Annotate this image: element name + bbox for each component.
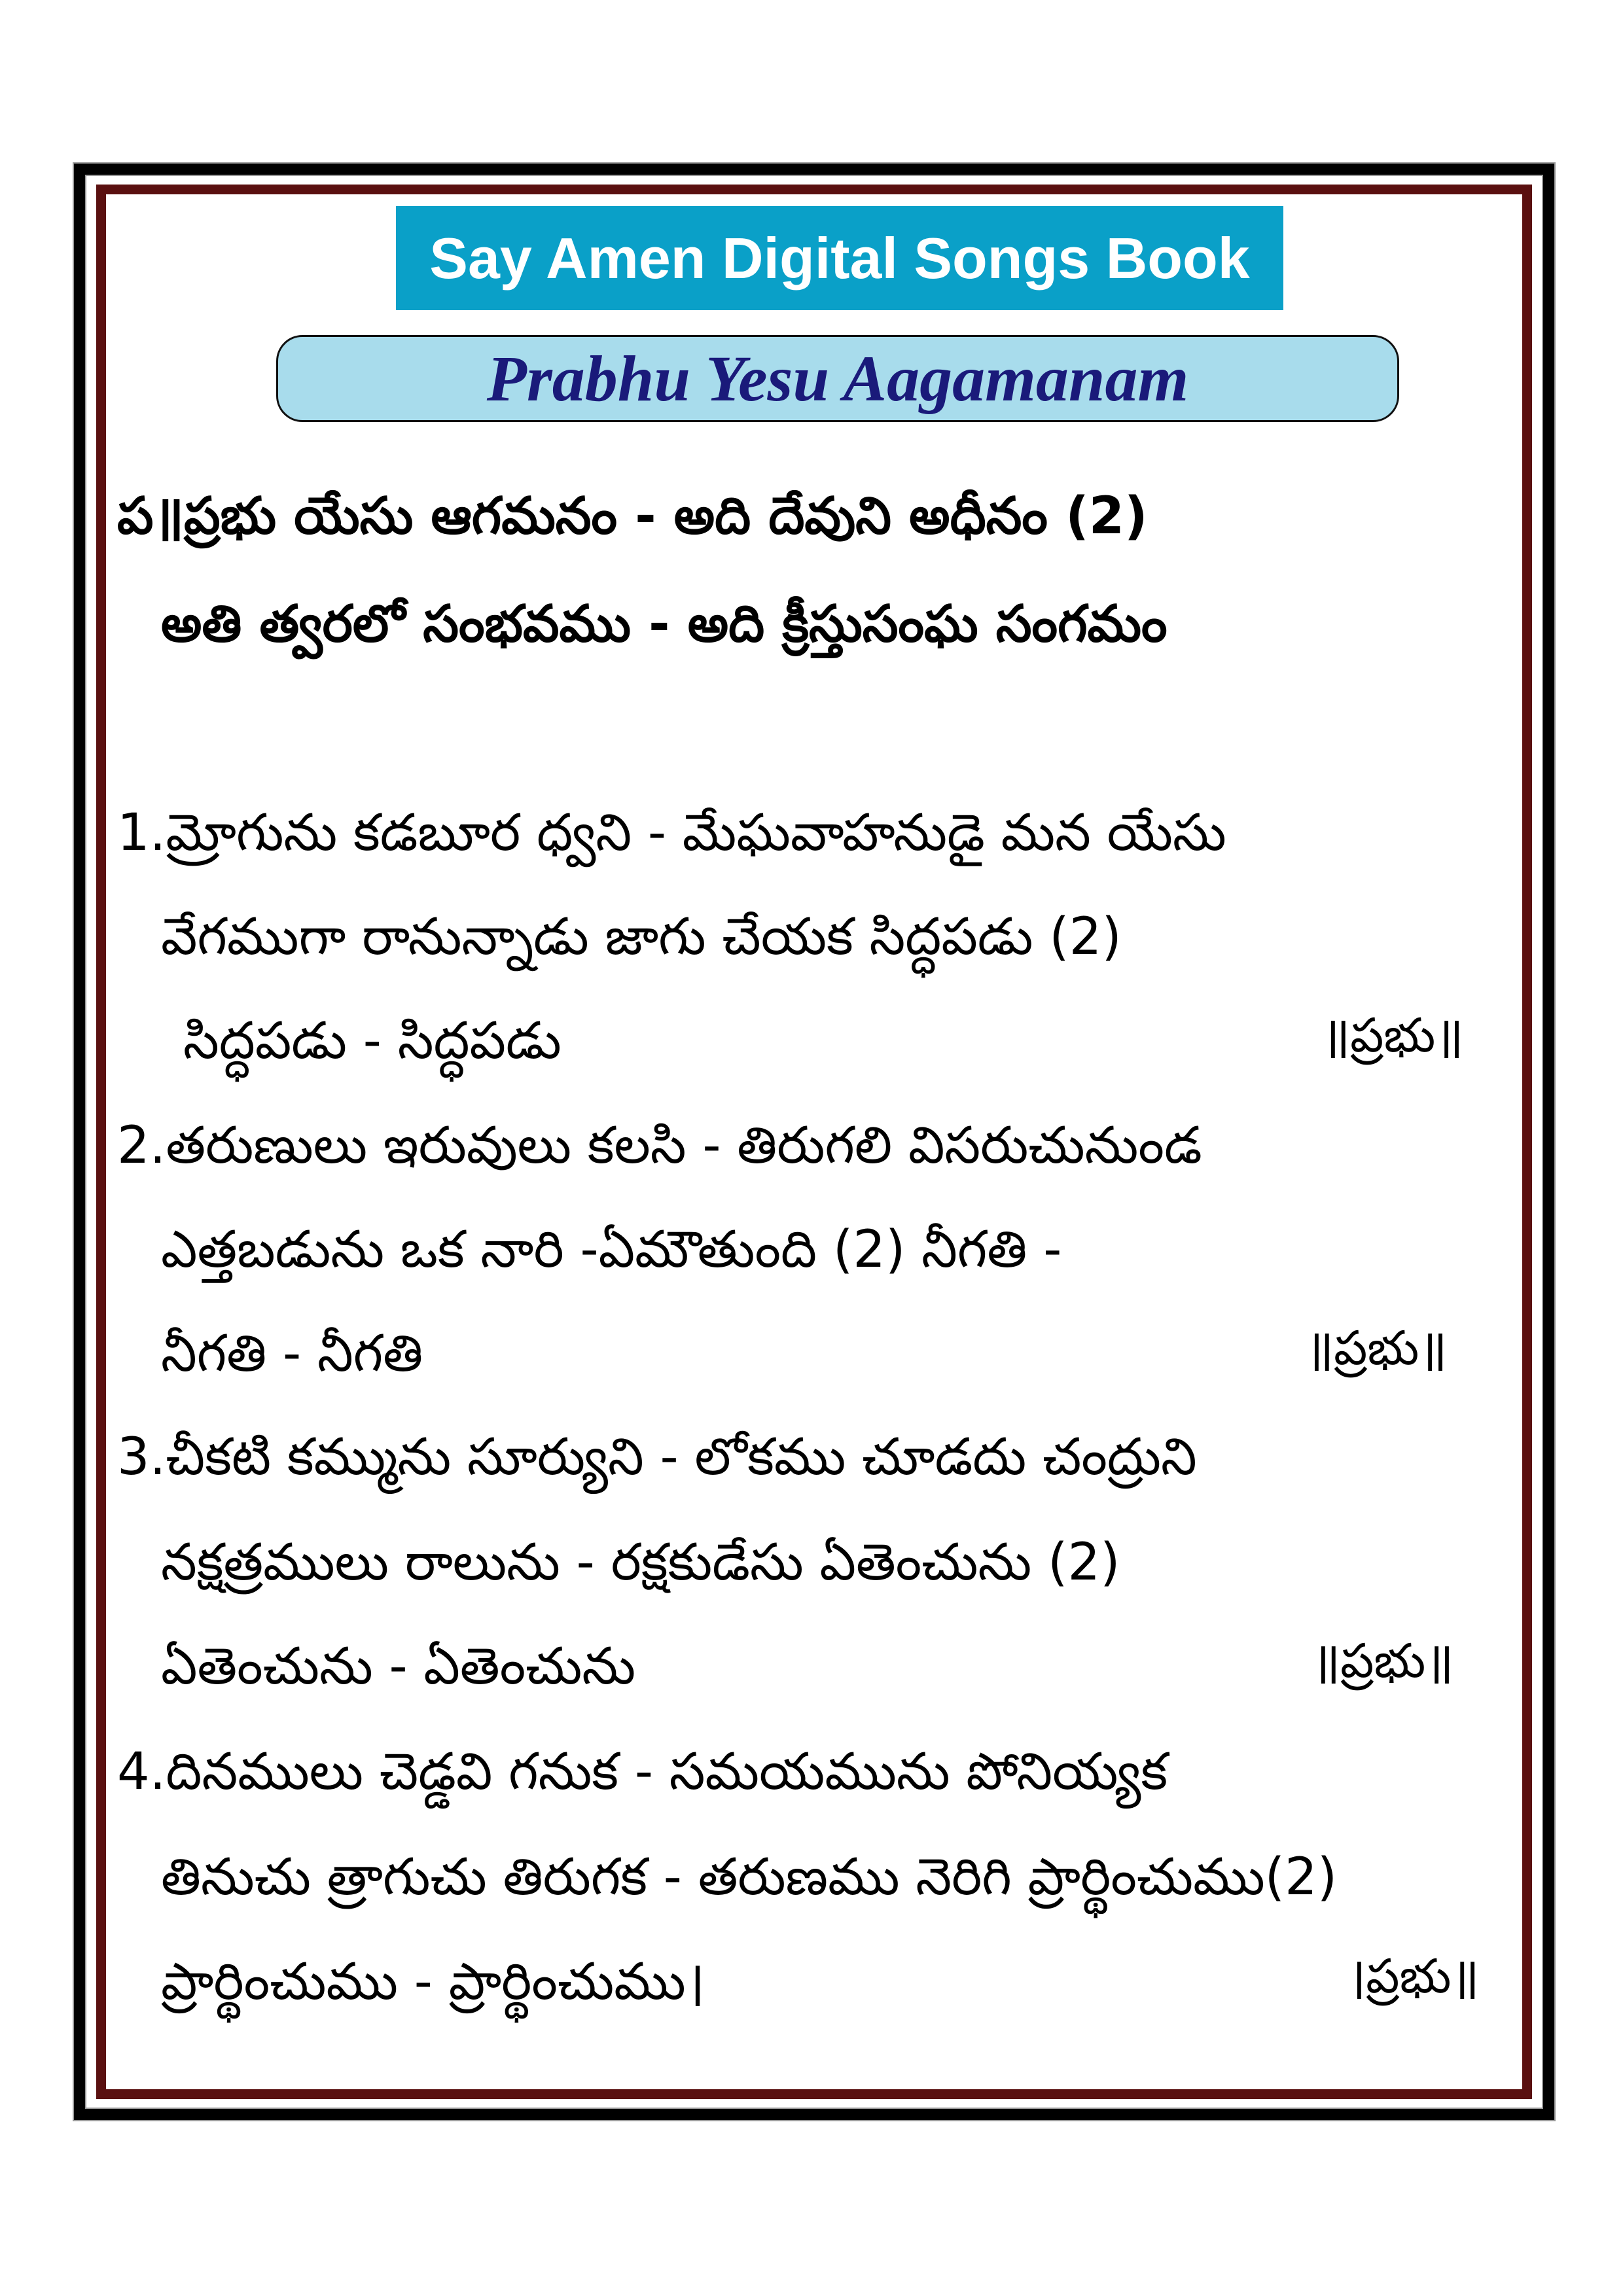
song-title: Prabhu Yesu Aagamanam [486, 342, 1189, 415]
verse-1-line-1: 1.మ్రోగును కడబూర ధ్వని - మేఘవాహనుడై మన యేసు [117, 804, 1226, 862]
verse-4-line-1: 4.దినములు చెడ్డవి గనుక - సమయమును పోనియ్యక [117, 1742, 1168, 1801]
verse-3-line-2: నక్షత్రములు రాలును - రక్షకుడేసు ఏతెంచును (2) [161, 1533, 1120, 1592]
verse-1-refrain: ॥ప్రభు॥ [1322, 1008, 1464, 1063]
verse-2-line-3: నీగతి - నీగతి [161, 1324, 423, 1383]
book-title-banner [396, 206, 1283, 310]
verse-4-refrain: ।ప్రభు॥ [1348, 1949, 1480, 2004]
verse-1-line-3: సిద్ధపడు - సిద్ధపడు [183, 1012, 562, 1070]
verse-2-line-1: 2.తరుణులు ఇరువులు కలసి - తిరుగలి విసరుచునుండ [117, 1116, 1202, 1175]
book-title: Say Amen Digital Songs Book [429, 225, 1250, 291]
chorus-line-1: ప॥ప్రభు యేసు ఆగమనం - అది దేవుని అధీనం (2) [117, 487, 1148, 546]
verse-3-line-1: 3.చీకటి కమ్మును సూర్యుని - లోకము చూడదు చంద్రుని [117, 1428, 1197, 1487]
verse-3-line-3: ఏతెంచును - ఏతెంచును [161, 1637, 636, 1696]
verse-4-line-3: ప్రార్థించుము - ప్రార్థించుము। [161, 1952, 705, 2011]
chorus-line-2: అతి త్వరలో సంభవము - అది క్రీస్తుసంఘ సంగమం [161, 595, 1168, 654]
verse-1-line-2: వేగముగా రానున్నాడు జాగు చేయక సిద్ధపడు (2) [161, 908, 1122, 966]
verse-3-refrain: ॥ప్రభు॥ [1312, 1633, 1454, 1688]
song-title-pill [276, 335, 1399, 422]
verse-2-line-2: ఎత్తబడును ఒక నారి -ఏమౌతుంది (2) నీగతి - [161, 1220, 1062, 1279]
verse-2-refrain: ॥ప్రభు॥ [1306, 1320, 1448, 1375]
verse-4-line-2: తినుచు త్రాగుచు తిరుగక - తరుణము నెరిగి ప్రార్థించుము(2) [161, 1848, 1338, 1907]
